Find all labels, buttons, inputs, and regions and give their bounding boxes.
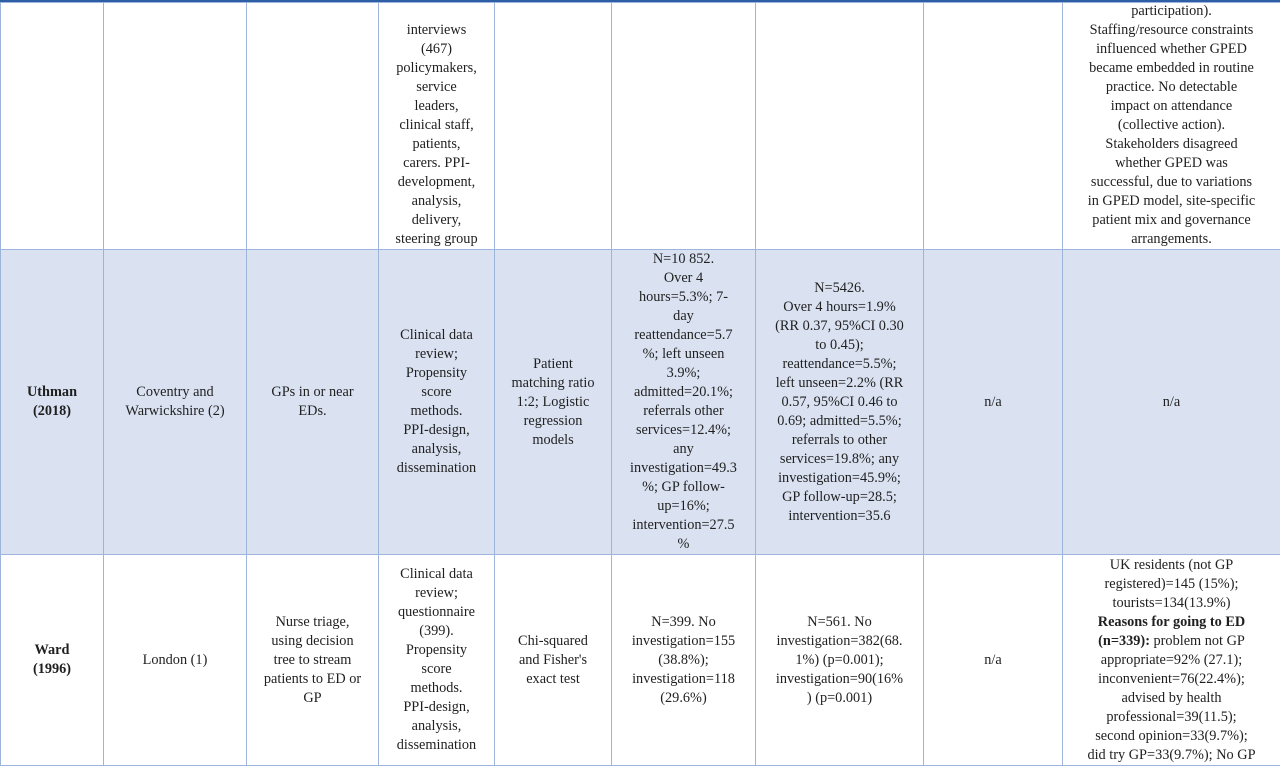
text-line: %; left unseen xyxy=(615,345,752,364)
text-line: review; xyxy=(382,345,491,364)
text-line: review; xyxy=(382,584,491,603)
text-line: arrangements. xyxy=(1066,230,1277,249)
table-row xyxy=(1,3,1280,250)
text-line: (38.8%); xyxy=(615,651,752,670)
methods-cell xyxy=(379,555,495,766)
text-line: any xyxy=(615,440,752,459)
text-line: 0.57, 95%CI 0.46 to xyxy=(759,393,920,412)
text-line: professional=39(11.5); xyxy=(1066,708,1277,727)
text-line: Propensity xyxy=(382,364,491,383)
text-line: score xyxy=(382,660,491,679)
text-line: hours=5.3%; 7- xyxy=(615,288,752,307)
control-outcome-cell xyxy=(612,3,756,250)
setting-value: London (1) xyxy=(143,652,208,668)
table-row xyxy=(1,250,1280,555)
analysis-cell xyxy=(495,3,612,250)
text-line: policymakers, xyxy=(382,59,491,78)
text-line: investigation=382(68. xyxy=(759,632,920,651)
text-line: GP xyxy=(250,689,375,708)
reasons-heading: Reasons for going to ED xyxy=(1066,613,1277,632)
text-line: N=561. No xyxy=(759,613,920,632)
intervention-cell xyxy=(247,555,379,766)
text-line: patient mix and governance xyxy=(1066,211,1277,230)
study-author: Uthman xyxy=(4,383,100,402)
text-line: % xyxy=(615,535,752,554)
study-year: (2018) xyxy=(4,402,100,421)
text-line: to 0.45); xyxy=(759,336,920,355)
methods-cell xyxy=(379,3,495,250)
text-line: Over 4 hours=1.9% xyxy=(759,298,920,317)
text-line: inconvenient=76(22.4%); xyxy=(1066,670,1277,689)
text-line: 1:2; Logistic xyxy=(498,393,608,412)
text-line: appropriate=92% (27.1); xyxy=(1066,651,1277,670)
intervention-outcome-cell xyxy=(756,3,924,250)
control-outcome-cell xyxy=(612,250,756,555)
cost-value: n/a xyxy=(984,394,1001,410)
text-line: became embedded in routine xyxy=(1066,59,1277,78)
text-line: Propensity xyxy=(382,641,491,660)
text-line: investigation=45.9%; xyxy=(759,469,920,488)
text-line: analysis, xyxy=(382,717,491,736)
analysis-cell xyxy=(495,250,612,555)
text-line: delivery, xyxy=(382,211,491,230)
text-line: methods. xyxy=(382,679,491,698)
text-line: Clinical data xyxy=(382,565,491,584)
setting-cell xyxy=(104,555,247,766)
text-line: matching ratio xyxy=(498,374,608,393)
table-row xyxy=(1,555,1280,766)
text-line: did try GP=33(9.7%); No GP xyxy=(1066,746,1277,765)
text-line: influenced whether GPED xyxy=(1066,40,1277,59)
text-line: participation). xyxy=(1066,3,1277,22)
text-line: service xyxy=(382,78,491,97)
study-year: (1996) xyxy=(4,660,100,679)
text-line: investigation=90(16% xyxy=(759,670,920,689)
text-line: ) (p=0.001) xyxy=(759,689,920,708)
reasons-count: (n=339): xyxy=(1098,633,1150,649)
text-line: tree to stream xyxy=(250,651,375,670)
text-line: N=5426. xyxy=(759,279,920,298)
text-line: patients to ED or xyxy=(250,670,375,689)
text-line: whether GPED was xyxy=(1066,154,1277,173)
text-line: second opinion=33(9.7%); xyxy=(1066,727,1277,746)
cost-cell xyxy=(924,555,1063,766)
text-line: 0.69; admitted=5.5%; xyxy=(759,412,920,431)
text-line: in GPED model, site-specific xyxy=(1066,192,1277,211)
text-line: steering group xyxy=(382,230,491,249)
intervention-cell xyxy=(247,3,379,250)
text-line: PPI-design, xyxy=(382,421,491,440)
text-line: day xyxy=(615,307,752,326)
reasons-heading-line xyxy=(1066,632,1277,651)
text-line: 1%) (p=0.001); xyxy=(759,651,920,670)
text-line: clinical staff, xyxy=(382,116,491,135)
text-line: analysis, xyxy=(382,192,491,211)
text-line: admitted=20.1%; xyxy=(615,383,752,402)
qualitative-cell xyxy=(1063,555,1280,766)
text-line: models xyxy=(498,431,608,450)
text-line: (29.6%) xyxy=(615,689,752,708)
text-line: reattendance=5.7 xyxy=(615,326,752,345)
text-line: Staffing/resource constraints xyxy=(1066,21,1277,40)
text-line: %; GP follow- xyxy=(615,478,752,497)
text-line: using decision xyxy=(250,632,375,651)
text-line: investigation=155 xyxy=(615,632,752,651)
text-line: and Fisher's xyxy=(498,651,608,670)
intervention-cell xyxy=(247,250,379,555)
text-line: tourists=134(13.9%) xyxy=(1066,594,1277,613)
qualitative-text xyxy=(1066,3,1277,250)
qualitative-cell xyxy=(1063,3,1280,250)
text-line: successful, due to variations xyxy=(1066,173,1277,192)
text-line: patients, xyxy=(382,135,491,154)
text-line: 3.9%; xyxy=(615,364,752,383)
text-line: services=19.8%; any xyxy=(759,450,920,469)
control-outcome-cell xyxy=(612,555,756,766)
text-line: (467) xyxy=(382,40,491,59)
study-cell xyxy=(1,250,104,555)
text-line: interviews xyxy=(382,21,491,40)
text-line: development, xyxy=(382,173,491,192)
text-line: GPs in or near xyxy=(250,383,375,402)
text-line: intervention=35.6 xyxy=(759,507,920,526)
text-line: N=399. No xyxy=(615,613,752,632)
cost-value: n/a xyxy=(984,652,1001,668)
text-line: Clinical data xyxy=(382,326,491,345)
text-line: GP follow-up=28.5; xyxy=(759,488,920,507)
setting-cell xyxy=(104,250,247,555)
intervention-outcome-cell xyxy=(756,250,924,555)
text-line: intervention=27.5 xyxy=(615,516,752,535)
text-line: reattendance=5.5%; xyxy=(759,355,920,374)
text-line: referrals other xyxy=(615,402,752,421)
study-characteristics-table xyxy=(0,2,1280,766)
text-line: services=12.4%; xyxy=(615,421,752,440)
text-line: practice. No detectable xyxy=(1066,78,1277,97)
text-line: impact on attendance xyxy=(1066,97,1277,116)
text-line: Over 4 xyxy=(615,269,752,288)
text-line: Warwickshire (2) xyxy=(107,402,243,421)
text-line: dissemination xyxy=(382,459,491,478)
text-line: up=16%; xyxy=(615,497,752,516)
text-line: (collective action). xyxy=(1066,116,1277,135)
study-cell xyxy=(1,3,104,250)
text-line: (RR 0.37, 95%CI 0.30 xyxy=(759,317,920,336)
text-line: investigation=118 xyxy=(615,670,752,689)
text-line: Nurse triage, xyxy=(250,613,375,632)
text-line: PPI-design, xyxy=(382,698,491,717)
text-fragment: problem not GP xyxy=(1150,633,1245,649)
text-line: score xyxy=(382,383,491,402)
text-line: Patient xyxy=(498,355,608,374)
text-line: Stakeholders disagreed xyxy=(1066,135,1277,154)
methods-text xyxy=(382,21,491,249)
text-line: left unseen=2.2% (RR xyxy=(759,374,920,393)
study-author: Ward xyxy=(4,641,100,660)
text-line: analysis, xyxy=(382,440,491,459)
study-cell xyxy=(1,555,104,766)
text-line: dissemination xyxy=(382,736,491,755)
text-line: leaders, xyxy=(382,97,491,116)
text-line: investigation=49.3 xyxy=(615,459,752,478)
text-line: EDs. xyxy=(250,402,375,421)
text-line: carers. PPI- xyxy=(382,154,491,173)
text-line: (399). xyxy=(382,622,491,641)
text-line: N=10 852. xyxy=(615,250,752,269)
text-line: questionnaire xyxy=(382,603,491,622)
text-line: methods. xyxy=(382,402,491,421)
intervention-outcome-cell xyxy=(756,555,924,766)
text-line: regression xyxy=(498,412,608,431)
setting-cell xyxy=(104,3,247,250)
cost-cell xyxy=(924,3,1063,250)
text-line: UK residents (not GP xyxy=(1066,556,1277,575)
text-line: referrals to other xyxy=(759,431,920,450)
cost-cell xyxy=(924,250,1063,555)
text-line: advised by health xyxy=(1066,689,1277,708)
methods-cell xyxy=(379,250,495,555)
text-line: Chi-squared xyxy=(498,632,608,651)
qualitative-value: n/a xyxy=(1163,394,1180,410)
analysis-cell xyxy=(495,555,612,766)
text-line: Coventry and xyxy=(107,383,243,402)
text-line: exact test xyxy=(498,670,608,689)
text-line: registered)=145 (15%); xyxy=(1066,575,1277,594)
qualitative-cell xyxy=(1063,250,1280,555)
